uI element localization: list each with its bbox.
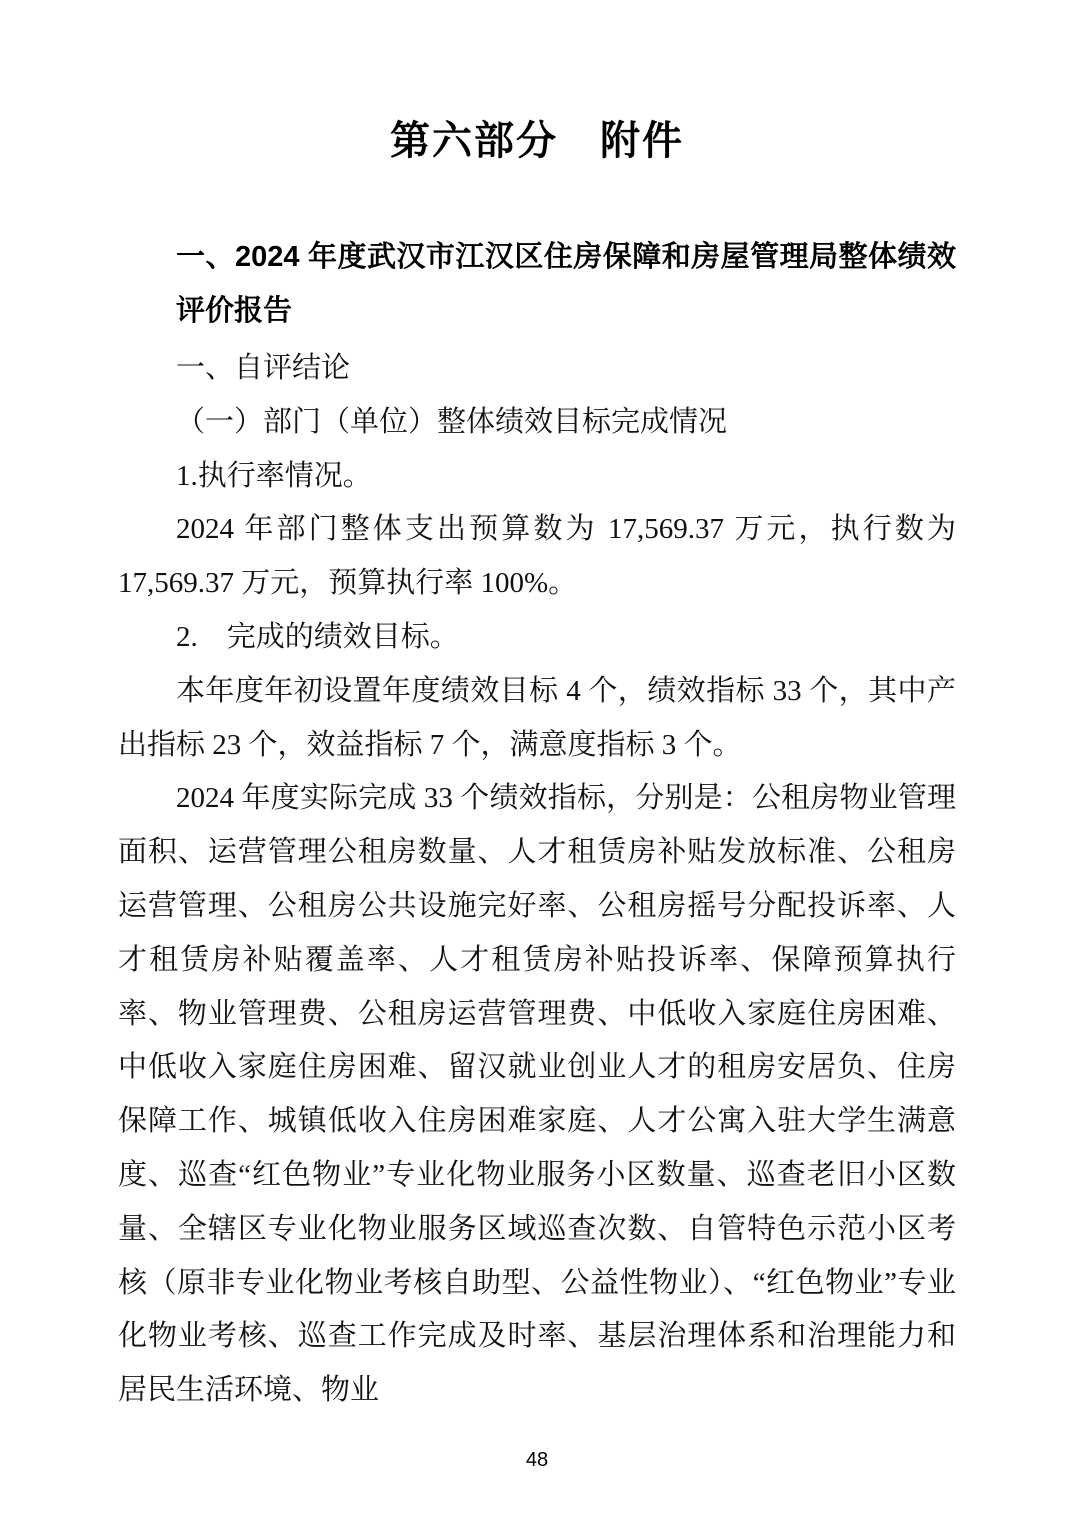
page-number: 48 (525, 1449, 549, 1471)
paragraph-overall-goal-completion-heading: （一）部门（单位）整体绩效目标完成情况 (176, 405, 728, 438)
document-body (118, 342, 956, 1418)
paragraph-execution-rate-heading: 1.执行率情况。 (176, 459, 372, 492)
paragraph-completed-indicators-list: 2024 年度实际完成 33 个绩效指标，分别是：公租房物业管理面积、运营管理公租房数量、人才租赁房补贴发放标准、公租房运营管理、公租房公共设施完好率、公租房摇号分配投诉率、人才租赁房补贴覆盖率、人才租赁房补贴投诉率、保障预算执行率、物业管理费、公租房运营管理费、中低收入家庭住房困难、中低收入家庭住房困难、留汉就业创业人才的租房安居负、住房保障工作、城镇低收入住房困难家庭、人才公寓入驻大学生满意度、巡查“红色物业”专业化物业服务小区数量、巡查老旧小区数量、全辖区专业化物业服务区域巡查次数、自管特色示范小区考核（原非专业化物业考核自助型、公益性物业）、“红色物业”专业化物业考核、巡查工作完成及时率、基层治理体系和治理能力和居民生活环境、物业 (118, 782, 956, 1407)
paragraph-goal-counts: 本年度年初设置年度绩效目标 4 个，绩效指标 33 个，其中产出指标 23 个，效益指标 7 个，满意度指标 3 个。 (118, 674, 956, 761)
section-heading: 一、2024 年度武汉市江汉区住房保障和房屋管理局整体绩效评价报告 (176, 241, 956, 327)
paragraph-completed-goals-heading: 2. 完成的绩效目标。 (176, 620, 459, 653)
paragraph-self-evaluation-conclusion: 一、自评结论 (176, 352, 351, 384)
paragraph-budget-execution: 2024 年部门整体支出预算数为 17,569.37 万元，执行数为 17,569.37 万元，预算执行率 100%。 (118, 513, 956, 600)
document-title: 第六部分 附件 (390, 119, 684, 163)
